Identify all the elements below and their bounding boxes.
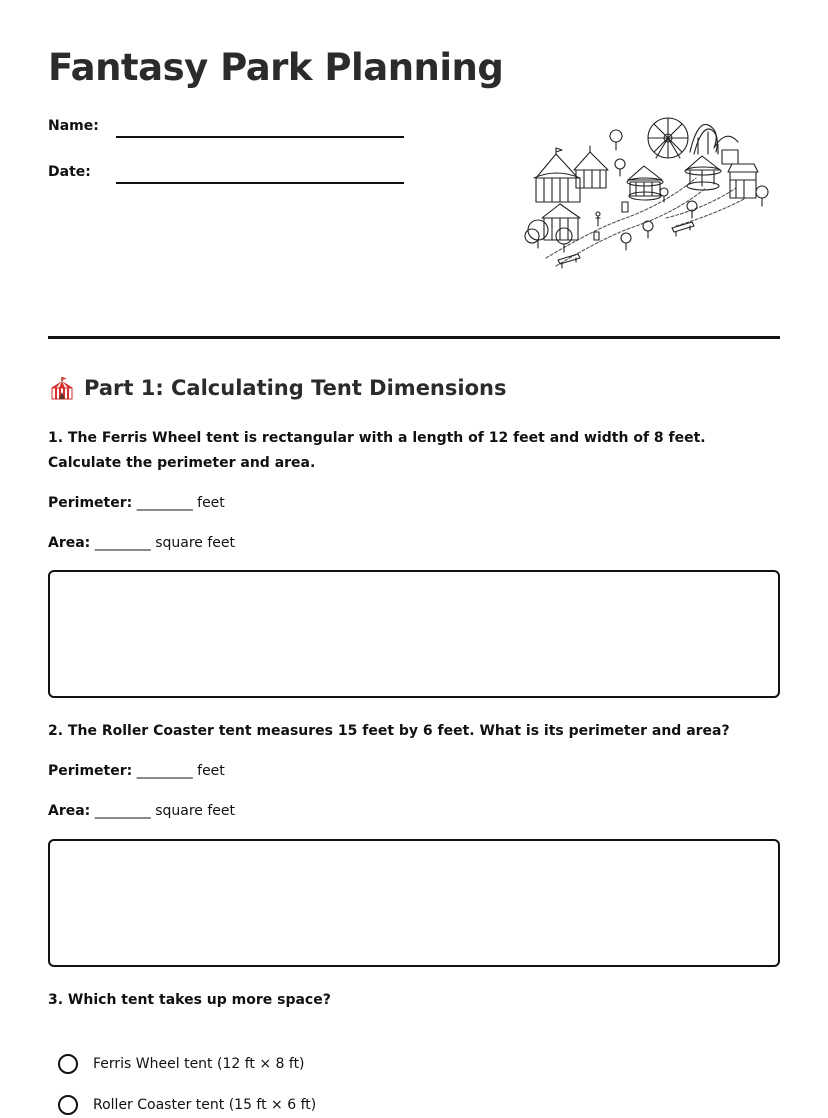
q1-area-blank[interactable]: ________	[94, 535, 151, 551]
q2-perimeter-label: Perimeter:	[48, 763, 133, 779]
question-3-text: 3. Which tent takes up more space?	[48, 992, 331, 1008]
q1-area-line	[48, 535, 235, 551]
q2-work-box[interactable]	[48, 839, 780, 967]
q1-area-label: Area:	[48, 535, 91, 551]
part1-heading	[48, 374, 506, 402]
q1-perimeter-line	[48, 495, 225, 511]
q1-perimeter-unit: feet	[197, 495, 225, 511]
q2-area-blank[interactable]: ________	[94, 803, 151, 819]
q1-perimeter-blank[interactable]: ________	[136, 495, 193, 511]
q3-option-roller-coaster[interactable]	[58, 1093, 316, 1117]
q1-area-unit: square feet	[155, 535, 235, 551]
name-label: Name:	[48, 118, 99, 134]
q3-option-2-label: Roller Coaster tent (15 ft × 6 ft)	[93, 1097, 317, 1113]
q3-option-1-label: Ferris Wheel tent (12 ft × 8 ft)	[93, 1056, 305, 1072]
amusement-park-illustration	[516, 108, 772, 280]
q2-area-unit: square feet	[155, 803, 235, 819]
name-input-line[interactable]	[116, 136, 404, 138]
q3-option-1-radio[interactable]	[58, 1054, 78, 1074]
q1-perimeter-label: Perimeter:	[48, 495, 133, 511]
date-input-line[interactable]	[116, 182, 404, 184]
name-field	[48, 116, 408, 140]
q2-perimeter-line	[48, 763, 225, 779]
question-1-text: 1. The Ferris Wheel tent is rectangular with a length of 12 feet and width of 8 feet. Calculate the perimeter and area.	[48, 430, 706, 471]
q2-perimeter-blank[interactable]: ________	[136, 763, 193, 779]
q1-work-box[interactable]	[48, 570, 780, 698]
part1-heading-text: Part 1: Calculating Tent Dimensions	[84, 376, 507, 400]
q3-option-ferris-wheel[interactable]	[58, 1052, 305, 1076]
date-label: Date:	[48, 164, 91, 180]
worksheet-page	[48, 0, 780, 1118]
q2-area-line	[48, 803, 235, 819]
q2-perimeter-unit: feet	[197, 763, 225, 779]
q3-option-2-radio[interactable]	[58, 1095, 78, 1115]
page-title: Fantasy Park Planning	[48, 46, 504, 89]
q2-area-label: Area:	[48, 803, 91, 819]
section-divider	[48, 336, 780, 339]
circus-tent-icon	[48, 374, 76, 402]
question-2-text: 2. The Roller Coaster tent measures 15 feet by 6 feet. What is its perimeter and area?	[48, 723, 730, 739]
date-field	[48, 162, 408, 186]
